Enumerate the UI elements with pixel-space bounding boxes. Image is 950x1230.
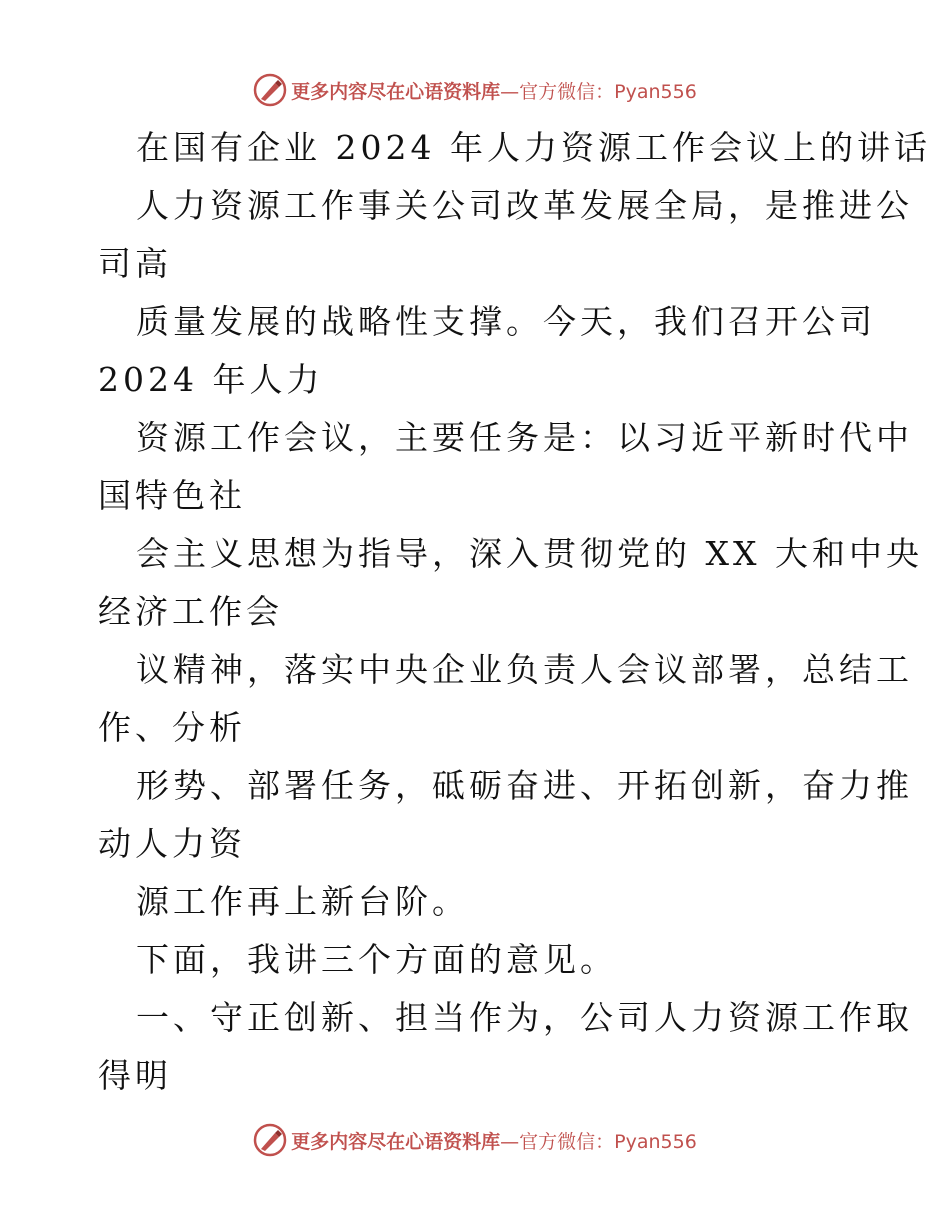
watermark-wechat-text: —官方微信：Pyan556 — [500, 80, 697, 103]
body-line: 形势、部署任务，砥砺奋进、开拓创新，奋力推 — [136, 766, 913, 805]
body-line: 议精神，落实中央企业负责人会议部署，总结工 — [136, 650, 913, 689]
body-line: 会主义思想为指导，深入贯彻党的 XX 大和中央 — [136, 534, 923, 573]
body-line: 作、分析 — [98, 708, 246, 747]
body-line: 2024 年人力 — [98, 360, 324, 399]
body-line: 人力资源工作事关公司改革发展全局，是推进公 — [136, 186, 913, 225]
watermark-banner-top — [0, 70, 950, 110]
body-line: 源工作再上新台阶。 — [136, 882, 469, 921]
document-title: 在国有企业 2024 年人力资源工作会议上的讲话 — [136, 128, 931, 167]
watermark-wechat-text: —官方微信：Pyan556 — [500, 1130, 697, 1153]
body-line: 司高 — [98, 244, 172, 283]
pen-logo-icon — [253, 1123, 287, 1157]
body-line: 动人力资 — [98, 824, 246, 863]
section-heading: 一、守正创新、担当作为，公司人力资源工作取 — [136, 998, 913, 1037]
body-line: 质量发展的战略性支撑。今天，我们召开公司 — [136, 302, 876, 341]
body-line: 经济工作会 — [98, 592, 283, 631]
body-line: 国特色社 — [98, 476, 246, 515]
body-line: 下面，我讲三个方面的意见。 — [136, 940, 617, 979]
body-line: 资源工作会议，主要任务是：以习近平新时代中 — [136, 418, 913, 457]
pen-logo-icon — [253, 73, 287, 107]
watermark-banner-bottom — [0, 1120, 950, 1160]
watermark-promo-text: 更多内容尽在心语资料库 — [291, 1130, 501, 1153]
body-line: 得明 — [98, 1056, 172, 1095]
watermark-promo-text: 更多内容尽在心语资料库 — [291, 80, 501, 103]
